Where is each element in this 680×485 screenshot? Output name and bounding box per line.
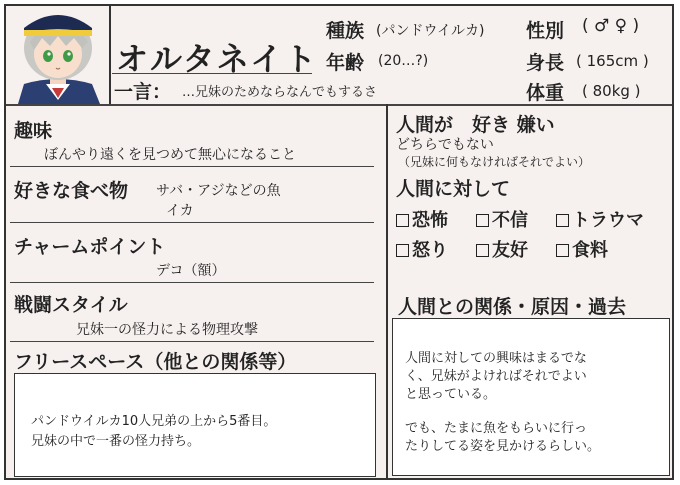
battle-value: 兄妹一の怪力による物理攻撃 (76, 322, 258, 338)
feeling-fear[interactable]: 恐怖 (396, 206, 448, 232)
race-label: 種族 (326, 20, 365, 42)
free-space-box (14, 373, 376, 477)
feeling-friendly[interactable]: 友好 (476, 236, 528, 262)
human-pref-value: どちらでもない (396, 137, 494, 153)
feeling-distrust[interactable]: 不信 (476, 206, 528, 232)
fear-checkbox[interactable] (396, 214, 409, 227)
battle-label: 戦闘スタイル (14, 294, 128, 316)
height-value: ( 165cm ) (576, 52, 649, 70)
age-label: 年齢 (326, 52, 365, 74)
human-pref-note: （兄妹に何もなければそれでよい） (398, 155, 591, 169)
hobby-underline (10, 166, 374, 167)
feeling-anger[interactable]: 怒り (396, 236, 448, 262)
battle-underline (10, 341, 374, 342)
name-underline (112, 73, 312, 74)
food-checkbox[interactable] (556, 244, 569, 257)
header-divider (6, 104, 672, 106)
food-value-2: イカ (166, 203, 194, 219)
charm-underline (10, 282, 374, 283)
feeling-food[interactable]: 食料 (556, 236, 608, 262)
column-divider (386, 104, 388, 478)
food-value-1: サバ・アジなどの魚 (156, 183, 281, 199)
character-portrait (10, 8, 106, 104)
feeling-trauma[interactable]: トラウマ (556, 206, 644, 232)
gender-label: 性別 (526, 20, 565, 42)
feelings-label: 人間に対して (396, 178, 511, 200)
free-space-label: フリースペース（他との関係等） (14, 351, 297, 373)
relation-text-4: でも、たまに魚をもらいに行っ (405, 421, 588, 436)
portrait-divider (109, 6, 111, 104)
weight-value: ( 80kg ) (582, 82, 641, 100)
food-label: 好きな食べ物 (14, 180, 129, 202)
trauma-checkbox[interactable] (556, 214, 569, 227)
relation-label: 人間との関係・原因・過去 (398, 296, 627, 318)
character-sheet (4, 4, 674, 480)
age-value: (20…?) (378, 53, 429, 69)
relation-text-1: 人間に対しての興味はまるでな (405, 351, 587, 366)
relation-box (392, 318, 670, 476)
relation-text-5: たりしてる姿を見かけるらしい。 (405, 439, 601, 454)
race-value: (パンドウイルカ) (376, 23, 485, 39)
anger-checkbox[interactable] (396, 244, 409, 257)
human-pref-label: 人間が 好き 嫌い (396, 114, 555, 136)
free-space-text-2: 兄妹の中で一番の怪力持ち。 (31, 434, 201, 449)
quote-label: 一言： (114, 81, 172, 103)
height-label: 身長 (526, 52, 565, 74)
weight-label: 体重 (526, 82, 565, 104)
friendly-checkbox[interactable] (476, 244, 489, 257)
charm-label: チャームポイント (14, 236, 166, 258)
food-underline (10, 222, 374, 223)
charm-value: デコ（額） (156, 263, 226, 279)
hobby-label: 趣味 (14, 120, 53, 142)
relation-text-2: く、兄妹がよければそれでよい (405, 369, 587, 384)
relation-text-3: と思っている。 (405, 387, 497, 402)
free-space-text-1: パンドウイルカ10人兄弟の上から5番目。 (31, 414, 277, 429)
quote-text: …兄妹のためならなんでもするさ (182, 85, 378, 100)
character-name: オルタネイト (116, 40, 319, 78)
gender-value: ( ♂ ♀ ) (582, 16, 640, 36)
hobby-value: ぼんやり遠くを見つめて無心になること (44, 147, 296, 163)
distrust-checkbox[interactable] (476, 214, 489, 227)
